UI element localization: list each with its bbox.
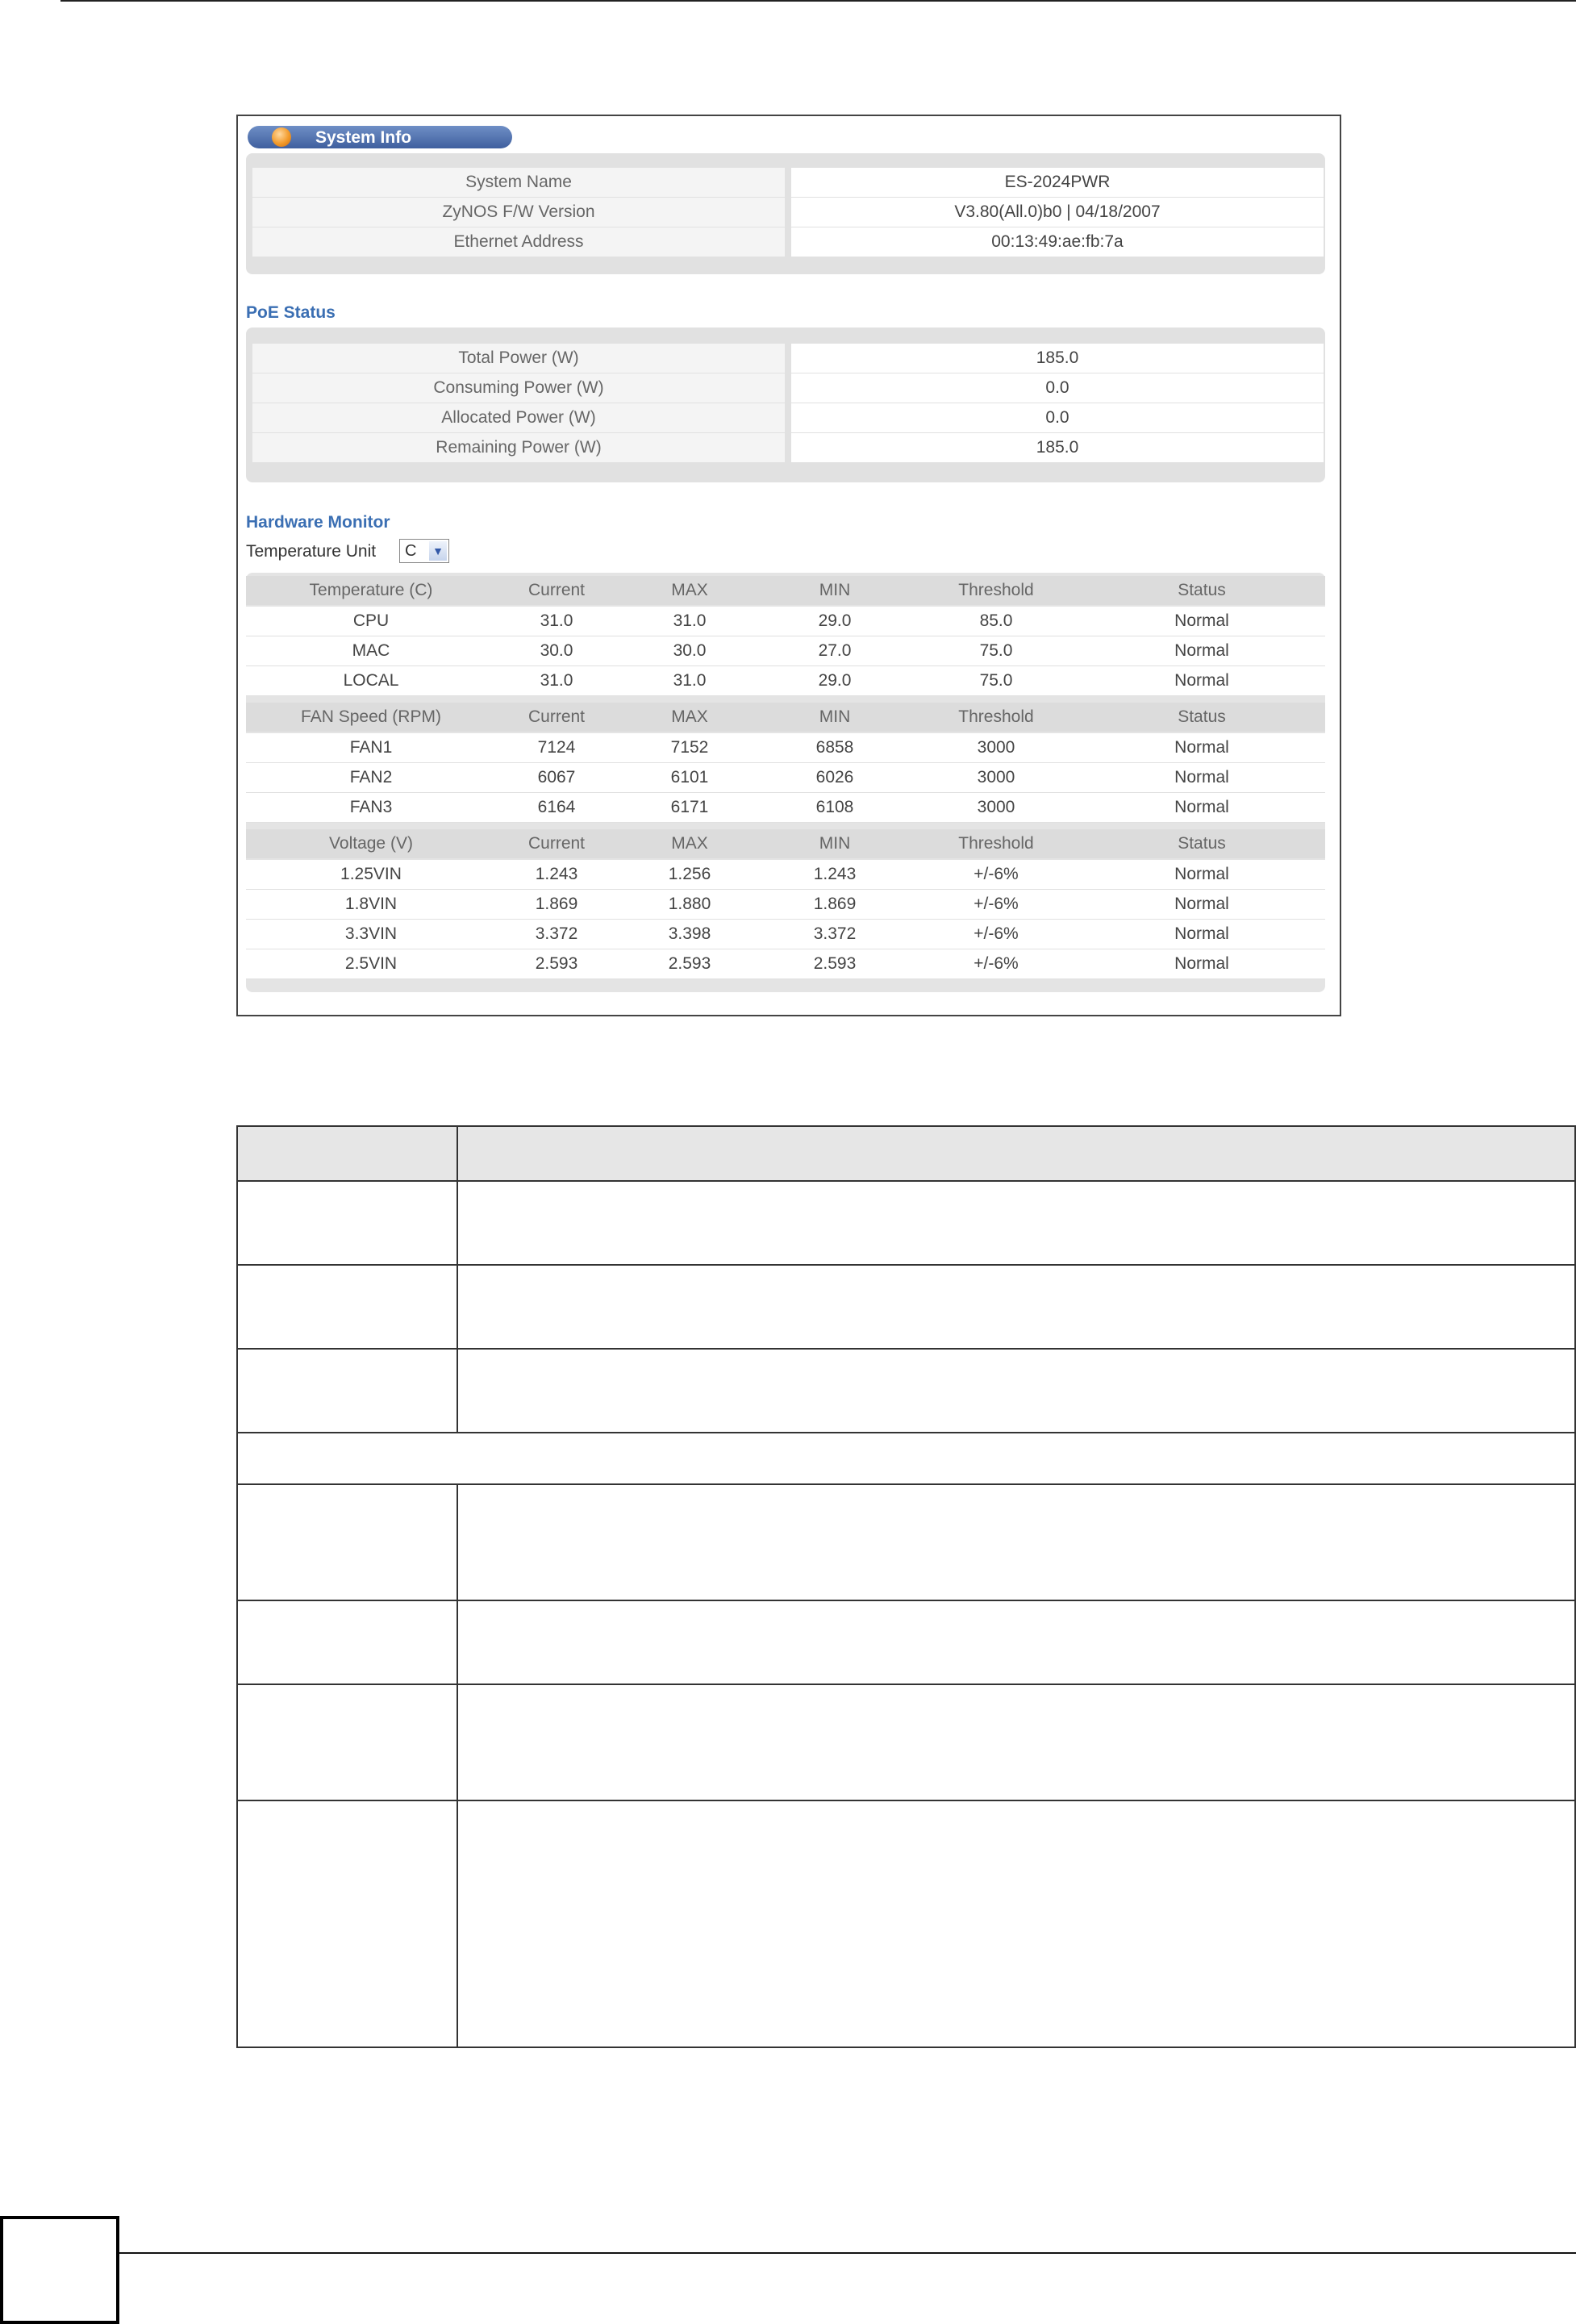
column-header: MIN (819, 707, 851, 726)
table-section-row (237, 1433, 1575, 1484)
table-cell: Normal (1174, 611, 1229, 630)
table-row (246, 949, 1325, 979)
temperature-unit-label: Temperature Unit (246, 542, 377, 561)
table-row (246, 763, 1325, 793)
table-cell: 2.593 (813, 954, 857, 973)
column-header: FAN Speed (RPM) (301, 707, 441, 726)
system-info-title: System Info (315, 128, 412, 147)
table-cell: 31.0 (673, 671, 707, 690)
system-info-title-bar (248, 126, 512, 148)
table-row (237, 1484, 1575, 1600)
table-cell: +/-6% (974, 954, 1019, 973)
table-cell: 6067 (537, 768, 576, 786)
table-cell: 7152 (670, 738, 709, 757)
table-cell: 6858 (815, 738, 854, 757)
poe-status-title: PoE Status (246, 303, 336, 322)
orb-icon (272, 127, 291, 147)
description-table (236, 1125, 1576, 2048)
row-value: 185.0 (791, 344, 1324, 373)
table-cell: 3.3VIN (344, 924, 398, 943)
column-header: Current (527, 834, 586, 853)
table-cell: 31.0 (540, 671, 573, 690)
table-cell: 1.243 (813, 865, 857, 883)
table-cell: Normal (1174, 768, 1229, 786)
row-value: 0.0 (791, 403, 1324, 432)
table-cell: +/-6% (974, 924, 1019, 943)
table-header-row (237, 1126, 1575, 1181)
row-label: Remaining Power (W) (252, 433, 785, 462)
table-cell: 1.243 (535, 865, 578, 883)
group-header-row (246, 576, 1325, 605)
table-row (246, 890, 1325, 920)
column-header: Threshold (958, 707, 1034, 726)
table-row (237, 1600, 1575, 1684)
table-cell: 3000 (977, 768, 1015, 786)
table-cell: 1.8VIN (344, 895, 398, 913)
column-header: Threshold (958, 581, 1034, 599)
row-label: Total Power (W) (252, 344, 785, 373)
table-row (246, 793, 1325, 823)
table-cell: 30.0 (540, 641, 573, 660)
table-row (246, 666, 1325, 696)
row-value: 185.0 (791, 433, 1324, 462)
table-cell: 6171 (670, 798, 709, 816)
table-row (237, 1349, 1575, 1433)
table-cell: Normal (1174, 924, 1229, 943)
table-cell: +/-6% (974, 865, 1019, 883)
table-cell: FAN2 (349, 768, 393, 786)
table-cell: 6108 (815, 798, 854, 816)
table-cell: Normal (1174, 798, 1229, 816)
table-cell: 7124 (537, 738, 576, 757)
table-row (237, 1800, 1575, 2047)
column-header: MAX (671, 581, 708, 599)
top-rule (60, 0, 1576, 2)
column-header: Status (1178, 581, 1226, 599)
table-cell: Normal (1174, 641, 1229, 660)
column-header: Status (1178, 707, 1226, 726)
table-cell: 2.593 (668, 954, 711, 973)
table-cell: Normal (1174, 738, 1229, 757)
table-cell: 30.0 (673, 641, 707, 660)
table-cell: CPU (352, 611, 390, 630)
table-row (237, 1265, 1575, 1349)
table-cell: Normal (1174, 865, 1229, 883)
table-cell: 3000 (977, 738, 1015, 757)
table-cell: 1.25VIN (340, 865, 402, 883)
column-header: Current (527, 581, 586, 599)
table-cell: 6026 (815, 768, 854, 786)
table-cell: MAC (352, 641, 390, 660)
group-header-row (246, 829, 1325, 858)
table-cell: Normal (1174, 954, 1229, 973)
table-row (237, 1684, 1575, 1800)
table-cell: FAN1 (349, 738, 393, 757)
table-cell: 6101 (670, 768, 709, 786)
hardware-monitor-title: Hardware Monitor (246, 513, 390, 532)
table-cell: 85.0 (979, 611, 1013, 630)
page-number-box (0, 2216, 119, 2324)
table-cell: 75.0 (979, 641, 1013, 660)
column-header: Threshold (958, 834, 1034, 853)
table-cell: 2.5VIN (344, 954, 398, 973)
table-cell: 31.0 (673, 611, 707, 630)
table-cell: FAN3 (349, 798, 393, 816)
hardware-monitor-table (246, 573, 1325, 992)
column-header: MIN (819, 581, 851, 599)
table-cell: 3.398 (668, 924, 711, 943)
column-header: Voltage (V) (329, 834, 413, 853)
temperature-unit-select[interactable] (399, 539, 449, 563)
table-cell: 1.869 (813, 895, 857, 913)
table-cell: 29.0 (818, 611, 852, 630)
table-cell: 3.372 (535, 924, 578, 943)
table-cell: 3000 (977, 798, 1015, 816)
row-label: System Name (252, 168, 785, 197)
table-cell: 31.0 (540, 611, 573, 630)
row-label: Ethernet Address (252, 227, 785, 257)
screenshot-frame (236, 115, 1341, 1016)
column-header: MAX (671, 707, 708, 726)
row-label: Consuming Power (W) (252, 373, 785, 403)
column-header: Status (1178, 834, 1226, 853)
table-row (246, 733, 1325, 763)
table-cell: +/-6% (974, 895, 1019, 913)
table-cell: Normal (1174, 671, 1229, 690)
column-header: Current (527, 707, 586, 726)
group-header-row (246, 703, 1325, 732)
table-cell: 27.0 (818, 641, 852, 660)
row-value: 00:13:49:ae:fb:7a (791, 227, 1324, 257)
table-cell: Normal (1174, 895, 1229, 913)
selected-unit: C (405, 542, 417, 560)
table-row (237, 1181, 1575, 1265)
row-label: ZyNOS F/W Version (252, 198, 785, 227)
row-value: 0.0 (791, 373, 1324, 403)
poe-status-panel (246, 328, 1325, 482)
table-row (246, 636, 1325, 666)
system-info-panel (246, 153, 1325, 274)
table-cell: 6164 (537, 798, 576, 816)
column-header: MAX (671, 834, 708, 853)
table-cell: 1.256 (668, 865, 711, 883)
table-cell: 3.372 (813, 924, 857, 943)
table-row (246, 860, 1325, 890)
table-cell: 75.0 (979, 671, 1013, 690)
row-label: Allocated Power (W) (252, 403, 785, 432)
table-row (246, 920, 1325, 949)
table-cell: LOCAL (343, 671, 399, 690)
table-cell: 1.869 (535, 895, 578, 913)
column-header: Temperature (C) (309, 581, 433, 599)
row-value: ES-2024PWR (791, 168, 1324, 197)
chevron-down-icon[interactable]: ▼ (429, 541, 447, 561)
column-header: MIN (819, 834, 851, 853)
table-cell: 2.593 (535, 954, 578, 973)
table-row (246, 607, 1325, 636)
row-value: V3.80(All.0)b0 | 04/18/2007 (791, 198, 1324, 227)
footer-rule (119, 2252, 1576, 2254)
table-cell: 29.0 (818, 671, 852, 690)
table-cell: 1.880 (668, 895, 711, 913)
